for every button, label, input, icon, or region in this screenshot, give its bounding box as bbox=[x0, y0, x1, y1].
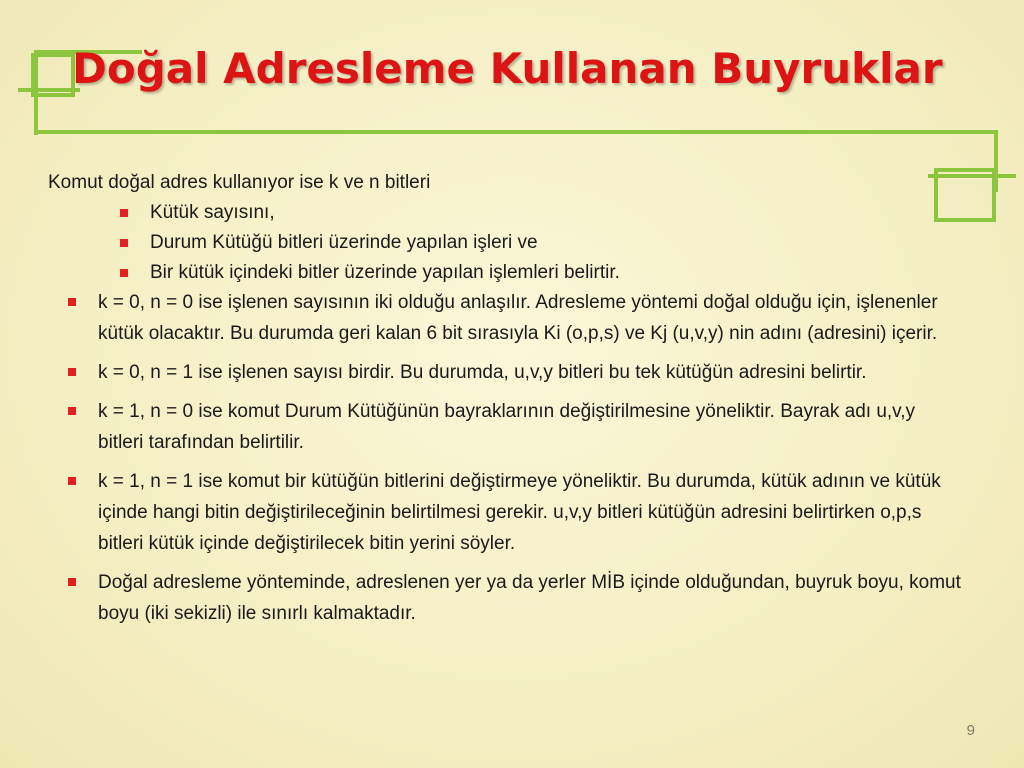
page-number: 9 bbox=[966, 722, 975, 739]
list-item bbox=[64, 357, 964, 388]
square-bullet-icon bbox=[120, 239, 128, 247]
list-item-text: Bir kütük içindeki bitler üzerinde yapılan işlemleri belirtir. bbox=[150, 262, 620, 283]
intro-text: Komut doğal adres kullanıyor ise k ve n bitleri bbox=[48, 172, 431, 193]
list-item-text: k = 1, n = 0 ise komut Durum Kütüğünün bayraklarının değiştirilmesine yöneliktir. Bayrak adı u,v,y bitleri tarafından belirtilir. bbox=[98, 401, 916, 453]
list-item bbox=[118, 198, 620, 228]
square-bullet-icon bbox=[68, 298, 76, 306]
list-item-text: k = 0, n = 1 ise işlenen sayısı birdir. Bu durumda, u,v,y bitleri bu tek kütüğün adresini belirtir. bbox=[98, 362, 867, 383]
square-bullet-icon bbox=[120, 269, 128, 277]
square-bullet-icon bbox=[68, 477, 76, 485]
sub-bullet-list bbox=[118, 198, 620, 288]
list-item bbox=[64, 287, 964, 349]
square-bullet-icon bbox=[68, 407, 76, 415]
main-bullet-list bbox=[64, 287, 964, 637]
list-item-text: Durum Kütüğü bitleri üzerinde yapılan işleri ve bbox=[150, 232, 538, 253]
list-item-text: Doğal adresleme yönteminde, adreslenen yer ya da yerler MİB içinde olduğundan, buyruk boyu, komut boyu (iki sekizli) ile sınırlı kalmaktadır. bbox=[98, 572, 961, 624]
slide-title: Doğal Adresleme Kullanan Buyruklar bbox=[72, 44, 943, 93]
list-item-text: k = 0, n = 0 ise işlenen sayısının iki olduğu anlaşılır. Adresleme yöntemi doğal olduğu için, işlenenler kütük olacaktır. Bu durumda geri kalan 6 bit sırasıyla Ki (o,p,s) ve Kj (u,v,y) nin adını (adresini) içerir. bbox=[98, 292, 938, 344]
list-item bbox=[64, 567, 964, 629]
list-item bbox=[64, 466, 964, 559]
square-bullet-icon bbox=[120, 209, 128, 217]
list-item bbox=[118, 228, 620, 258]
square-bullet-icon bbox=[68, 578, 76, 586]
list-item bbox=[64, 396, 964, 458]
list-item-text: Kütük sayısını, bbox=[150, 202, 275, 223]
list-item-text: k = 1, n = 1 ise komut bir kütüğün bitlerini değiştirmeye yöneliktir. Bu durumda, kütük adının ve kütük içinde hangi bitin değiştirileceğinin belirtilmesi gerekir. u,v,y bitleri kütüğün adresini belirtirken o,p,s bitleri kütük içinde değiştirilecek bitin yerini söyler. bbox=[98, 471, 941, 554]
list-item bbox=[118, 258, 620, 288]
square-bullet-icon bbox=[68, 368, 76, 376]
